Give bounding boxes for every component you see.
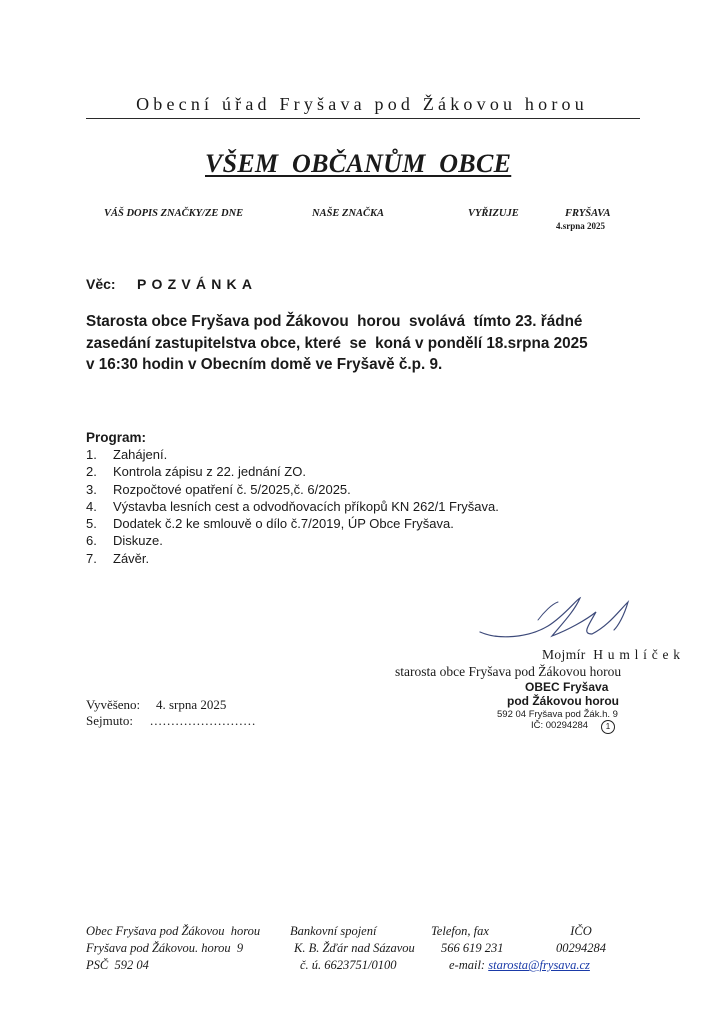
footer-phone: 566 619 231 xyxy=(441,941,504,955)
invitation-line: v 16:30 hodin v Obecním domě ve Fryšavě č.p. 9. xyxy=(86,356,443,373)
program-label: Program: xyxy=(86,430,147,445)
footer-ico-label: IČO xyxy=(570,924,592,938)
footer-email-label: e-mail: xyxy=(449,958,486,972)
program-item-text: Diskuze. xyxy=(113,533,163,549)
footer-phone-label: Telefon, fax xyxy=(431,924,489,938)
footer-address-line: Fryšava pod Žákovou. horou 9 xyxy=(86,941,244,955)
signer-name xyxy=(542,647,685,663)
program-item xyxy=(86,446,499,463)
ref-date: 4.srpna 2025 xyxy=(556,221,606,231)
program-item-number: 1. xyxy=(86,447,97,462)
program-item-text: Dodatek č.2 ke smlouvě o dílo č.7/2019, ÚP Obce Fryšava. xyxy=(113,516,454,532)
stamp-mark: 1 xyxy=(601,720,615,734)
footer-address xyxy=(86,923,260,974)
footer-bank xyxy=(290,923,415,974)
posted-value: 4. srpna 2025 xyxy=(156,697,227,712)
footer-ico-value: 00294284 xyxy=(556,941,606,955)
invitation-line: zasedání zastupitelstva obce, které se koná v pondělí 18.srpna 2025 xyxy=(86,334,588,352)
invitation-line: Starosta obce Fryšava pod Žákovou horou svolává tímto 23. řádné xyxy=(86,313,583,330)
program-item-text: Zahájení. xyxy=(113,447,168,462)
program-item-number: 3. xyxy=(86,481,97,497)
office-header: Obecní úřad Fryšava pod Žákovou horou xyxy=(136,94,588,114)
removed-value: ......................... xyxy=(150,713,257,728)
ref-your-letter: VÁŠ DOPIS ZNAČKY/ZE DNE xyxy=(104,208,244,219)
subject-value: POZVÁNKA xyxy=(137,276,258,292)
header-rule xyxy=(86,118,640,119)
office-stamp xyxy=(493,680,623,740)
removed-label: Sejmuto: xyxy=(86,713,133,728)
program-item-text: Závěr. xyxy=(113,550,150,566)
footer-ico xyxy=(556,923,606,957)
signer-last-name: Humlíček xyxy=(593,647,685,662)
footer-address-line: PSČ 592 04 xyxy=(86,958,149,972)
document-title: VŠEM OBČANŮM OBCE xyxy=(205,149,512,178)
program-item-number: 2. xyxy=(86,464,97,480)
subject-label: Věc: xyxy=(86,276,116,292)
program-item-text: Rozpočtové opatření č. 5/2025,č. 6/2025. xyxy=(113,481,351,497)
stamp-line: 592 04 Fryšava pod Žák.h. 9 xyxy=(497,709,618,720)
stamp-line: pod Žákovou horou xyxy=(507,694,619,708)
program-item-text: Kontrola zápisu z 22. jednání ZO. xyxy=(113,464,306,480)
signer-role: starosta obce Fryšava pod Žákovou horou xyxy=(395,664,622,679)
invitation-text xyxy=(86,311,666,376)
program-item-text: Výstavba lesních cest a odvodňovacích příkopů KN 262/1 Fryšava. xyxy=(113,498,499,514)
program-item xyxy=(86,463,499,480)
ref-our-ref: NAŠE ZNAČKA xyxy=(312,208,385,219)
signer-first-name: Mojmír xyxy=(542,647,586,662)
ref-handled-by: VYŘIZUJE xyxy=(468,208,519,219)
footer-bank-line: K. B. Žďár nad Sázavou xyxy=(294,941,415,955)
program-list xyxy=(86,446,499,567)
stamp-line: IČ: 00294284 xyxy=(531,720,589,731)
program-item xyxy=(86,532,499,549)
program-item-number: 5. xyxy=(86,516,97,532)
program-item-number: 7. xyxy=(86,550,97,566)
program-item-number: 4. xyxy=(86,498,97,514)
footer-email xyxy=(431,957,590,974)
program-item xyxy=(86,481,499,498)
handwritten-signature xyxy=(468,590,638,650)
footer-bank-line: Bankovní spojení xyxy=(290,924,377,938)
program-item xyxy=(86,515,499,532)
ref-place: FRYŠAVA xyxy=(565,208,611,219)
footer-address-line: Obec Fryšava pod Žákovou horou xyxy=(86,924,261,938)
program-item-number: 6. xyxy=(86,533,97,549)
footer-bank-line: č. ú. 6623751/0100 xyxy=(300,958,397,972)
posted-label: Vyvěšeno: xyxy=(86,697,141,712)
program-item xyxy=(86,550,499,567)
program-item xyxy=(86,498,499,515)
footer-email-link[interactable]: starosta@frysava.cz xyxy=(488,958,590,972)
stamp-line: OBEC Fryšava xyxy=(525,680,609,694)
